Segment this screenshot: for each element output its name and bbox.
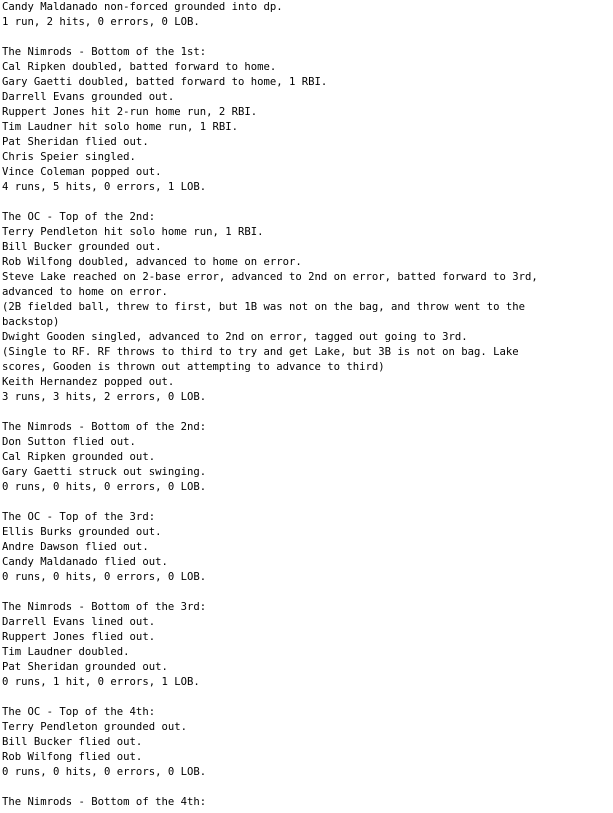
- play-line: Bill Bucker flied out.: [2, 736, 143, 748]
- inning-summary: 4 runs, 5 hits, 0 errors, 1 LOB.: [2, 181, 207, 193]
- play-line: Bill Bucker grounded out.: [2, 241, 162, 253]
- inning-header: The Nimrods - Bottom of the 1st:: [2, 46, 207, 58]
- play-note: (2B fielded ball, threw to first, but 1B was not on the bag, and throw went to the: [2, 301, 525, 313]
- play-line: Tim Laudner hit solo home run, 1 RBI.: [2, 121, 238, 133]
- play-line: Cal Ripken grounded out.: [2, 451, 156, 463]
- play-line: Candy Maldanado non-forced grounded into dp.: [2, 1, 283, 13]
- inning-summary: 0 runs, 0 hits, 0 errors, 0 LOB.: [2, 481, 207, 493]
- play-line: Darrell Evans grounded out.: [2, 91, 175, 103]
- inning-header: The Nimrods - Bottom of the 3rd:: [2, 601, 207, 613]
- play-line: Terry Pendleton grounded out.: [2, 721, 187, 733]
- blank-line: [2, 690, 602, 705]
- play-line: Candy Maldanado flied out.: [2, 556, 168, 568]
- inning-summary: 0 runs, 1 hit, 0 errors, 1 LOB.: [2, 676, 200, 688]
- play-note: advanced to home on error.: [2, 286, 168, 298]
- play-line: Ellis Burks grounded out.: [2, 526, 162, 538]
- blank-line: [2, 195, 602, 210]
- play-line: Dwight Gooden singled, advanced to 2nd on error, tagged out going to 3rd.: [2, 331, 468, 343]
- play-line: Terry Pendleton hit solo home run, 1 RBI.: [2, 226, 264, 238]
- play-line: Vince Coleman popped out.: [2, 166, 162, 178]
- play-line: Darrell Evans lined out.: [2, 616, 156, 628]
- play-note: scores, Gooden is thrown out attempting to advance to third): [2, 361, 385, 373]
- inning-header: The Nimrods - Bottom of the 2nd:: [2, 421, 207, 433]
- play-line: Pat Sheridan flied out.: [2, 136, 149, 148]
- blank-line: [2, 495, 602, 510]
- play-line: Tim Laudner doubled.: [2, 646, 130, 658]
- play-line: Pat Sheridan grounded out.: [2, 661, 168, 673]
- inning-summary: 3 runs, 3 hits, 2 errors, 0 LOB.: [2, 391, 207, 403]
- play-line: Cal Ripken doubled, batted forward to home.: [2, 61, 277, 73]
- inning-header: The Nimrods - Bottom of the 4th:: [2, 796, 207, 808]
- blank-line: [2, 780, 602, 795]
- play-line: Gary Gaetti doubled, batted forward to home, 1 RBI.: [2, 76, 328, 88]
- blank-line: [2, 405, 602, 420]
- play-line: Ruppert Jones hit 2-run home run, 2 RBI.: [2, 106, 258, 118]
- play-line: Don Sutton flied out.: [2, 436, 136, 448]
- play-line: Gary Gaetti struck out swinging.: [2, 466, 207, 478]
- play-line: Andre Dawson flied out.: [2, 541, 149, 553]
- play-note: backstop): [2, 316, 60, 328]
- inning-header: The OC - Top of the 2nd:: [2, 211, 156, 223]
- inning-header: The OC - Top of the 3rd:: [2, 511, 156, 523]
- play-note: (Single to RF. RF throws to third to try and get Lake, but 3B is not on bag. Lake: [2, 346, 519, 358]
- play-line: Steve Lake reached on 2-base error, advanced to 2nd on error, batted forward to 3rd,: [2, 271, 538, 283]
- inning-summary: 0 runs, 0 hits, 0 errors, 0 LOB.: [2, 571, 207, 583]
- blank-line: [2, 30, 602, 45]
- play-line: Chris Speier singled.: [2, 151, 136, 163]
- inning-header: The OC - Top of the 4th:: [2, 706, 156, 718]
- inning-summary: 0 runs, 0 hits, 0 errors, 0 LOB.: [2, 766, 207, 778]
- inning-summary: 1 run, 2 hits, 0 errors, 0 LOB.: [2, 16, 200, 28]
- play-line: Ruppert Jones flied out.: [2, 631, 156, 643]
- blank-line: [2, 585, 602, 600]
- play-line: Rob Wilfong doubled, advanced to home on error.: [2, 256, 302, 268]
- play-line: Rob Wilfong flied out.: [2, 751, 143, 763]
- play-line: Keith Hernandez popped out.: [2, 376, 175, 388]
